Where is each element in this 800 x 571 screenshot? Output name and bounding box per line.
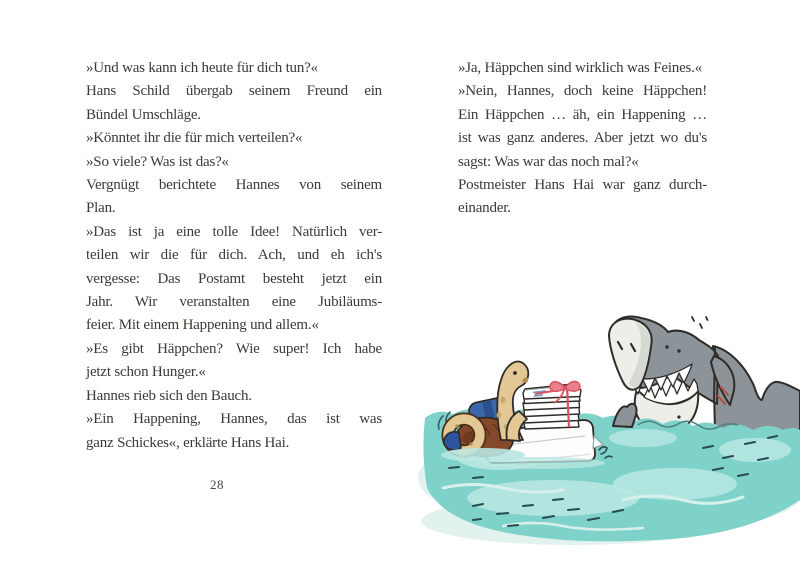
text-line: vergesse: Das Postamt besteht jetzt ein — [86, 270, 382, 287]
text-line: »Ein Happening, Hannes, das ist was — [86, 411, 382, 428]
text-line: ganz Schickes«, erklärte Hans Hai. — [86, 434, 290, 451]
text-line: feier. Mit einem Happening und allem.« — [86, 317, 319, 334]
text-line: Ein Häppchen … äh, ein Happening … — [458, 106, 707, 123]
text-line: einander. — [458, 200, 511, 217]
left-page-text — [86, 57, 382, 455]
text-line: »Ja, Häppchen sind wirklich was Feines.« — [458, 60, 703, 76]
right-page-text — [458, 57, 707, 221]
text-line: »Das ist ja eine tolle Idee! Natürlich ver- — [86, 223, 382, 240]
small-fin — [613, 404, 636, 427]
text-line: Jahr. Wir veranstalten eine Jubiläums- — [86, 294, 382, 311]
text-line: teilen wir die für dich. Ach, und eh ich's — [86, 247, 382, 264]
text-line: »So viele? Was ist das?« — [86, 153, 229, 170]
blue-cap — [444, 432, 461, 450]
text-line: ist was ganz anderes. Aber jetzt wo du's — [458, 130, 707, 147]
text-line: »Und was kann ich heute für dich tun?« — [86, 60, 318, 76]
text-line: Vergnügt berichtete Hannes von seinem — [86, 177, 382, 194]
text-line: »Es gibt Häppchen? Wie super! Ich habe — [86, 340, 382, 357]
text-line: »Nein, Hannes, doch keine Häppchen! — [458, 83, 707, 100]
illustration-hans-hai-scene — [413, 288, 800, 560]
text-line: Postmeister Hans Hai war ganz durch- — [458, 177, 707, 194]
text-line: Hans Schild übergab seinem Freund ein — [86, 83, 382, 100]
page-number: 28 — [210, 477, 224, 492]
text-line: Hannes rieb sich den Bauch. — [86, 387, 252, 404]
text-line: sagst: Was war das noch mal?« — [458, 153, 639, 170]
text-line: Bündel Umschläge. — [86, 106, 201, 123]
letter-stack — [523, 381, 581, 429]
text-line: »Könntet ihr die für mich verteilen?« — [86, 130, 303, 147]
text-line: jetzt schon Hunger.« — [86, 364, 206, 381]
text-line: Plan. — [86, 200, 116, 217]
